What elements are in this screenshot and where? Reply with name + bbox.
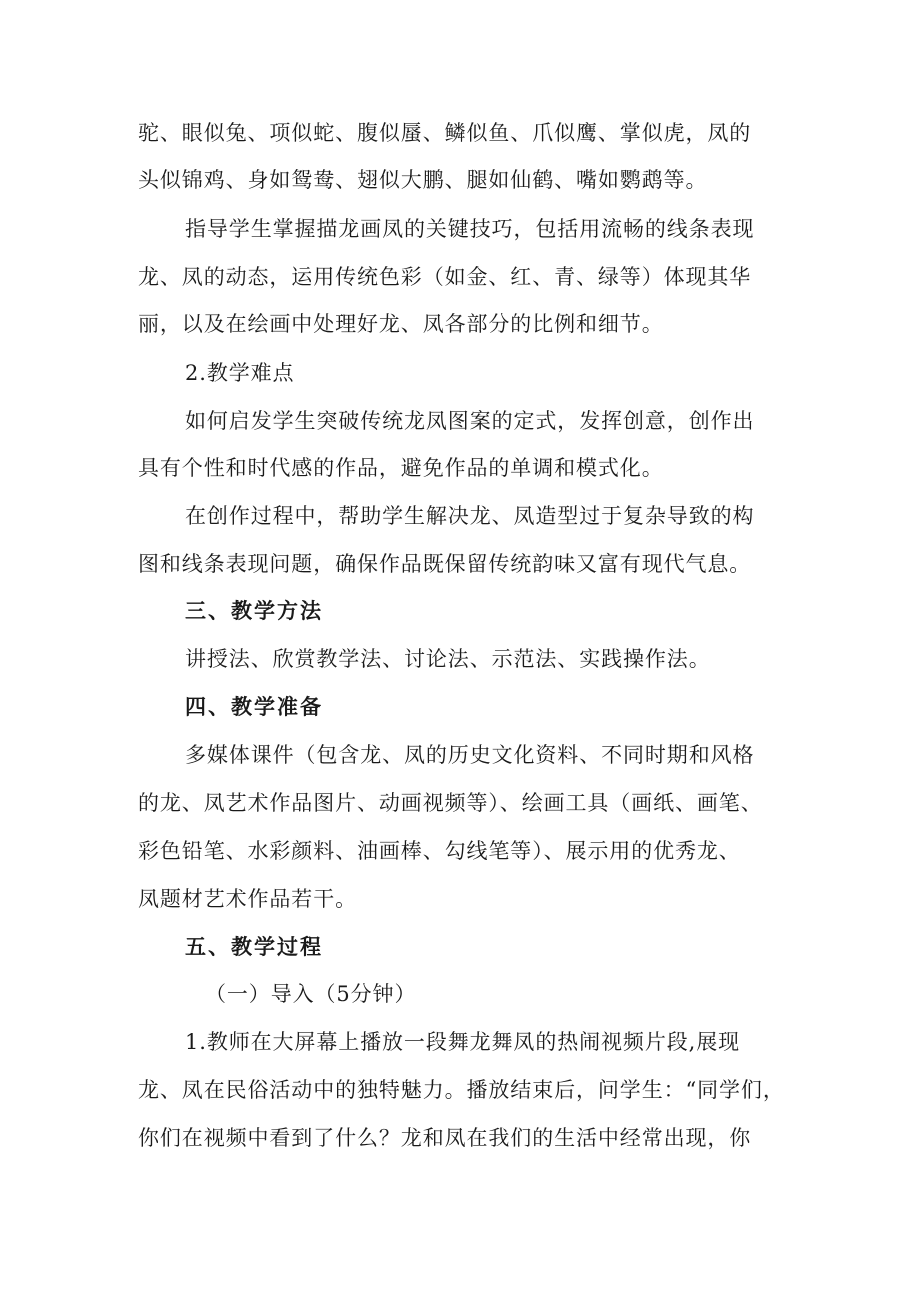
paragraph-line: 在创作过程中，帮助学生解决龙、凤造型过于复杂导致的构: [185, 504, 755, 528]
paragraph-line: 图和线条表现问题，确保作品既保留传统韵味又富有现代气息。: [138, 552, 752, 576]
paragraph-line: 凤题材艺术作品若干。: [138, 887, 357, 911]
section-heading: 四、教学准备: [185, 694, 323, 719]
paragraph-line: 讲授法、欣赏教学法、讨论法、示范法、实践操作法。: [185, 647, 711, 671]
paragraph-line: 多媒体课件（包含龙、凤的历史文化资料、不同时期和风格: [185, 743, 755, 767]
paragraph-line: 1.教师在大屏幕上播放一段舞龙舞凤的热闹视频片段,展现: [185, 1030, 741, 1054]
paragraph-line: 指导学生掌握描龙画凤的关键技巧，包括用流畅的线条表现: [185, 217, 755, 241]
paragraph-line: 龙、凤的动态，运用传统色彩（如金、红、青、绿等）体现其华: [138, 265, 752, 289]
paragraph-line: 龙、凤在民俗活动中的独特魅力。播放结束后，问学生：“同学们，: [138, 1078, 785, 1102]
paragraph-line: 驼、眼似兔、项似蛇、腹似蜃、鳞似鱼、爪似鹰、掌似虎，凤的: [138, 121, 752, 145]
paragraph-line: 如何启发学生突破传统龙凤图案的定式，发挥创意，创作出: [185, 409, 755, 433]
paragraph-line: 头似锦鸡、身如鸳鸯、翅似大鹏、腿如仙鹤、嘴如鹦鹉等。: [138, 168, 708, 192]
paragraph-line: 彩色铅笔、水彩颜料、油画棒、勾线笔等）、展示用的优秀龙、: [138, 839, 741, 863]
subsection-heading: 2.教学难点: [185, 361, 295, 385]
paragraph-line: 你们在视频中看到了什么？龙和凤在我们的生活中经常出现，你: [138, 1126, 752, 1150]
subsection-heading: （一）导入（5分钟）: [205, 982, 417, 1006]
section-heading: 五、教学过程: [185, 934, 323, 959]
section-heading: 三、教学方法: [185, 598, 323, 623]
paragraph-line: 的龙、凤艺术作品图片、动画视频等）、绘画工具（画纸、画笔、: [138, 791, 763, 815]
paragraph-line: 具有个性和时代感的作品，避免作品的单调和模式化。: [138, 456, 664, 480]
paragraph-line: 丽，以及在绘画中处理好龙、凤各部分的比例和细节。: [138, 312, 664, 336]
